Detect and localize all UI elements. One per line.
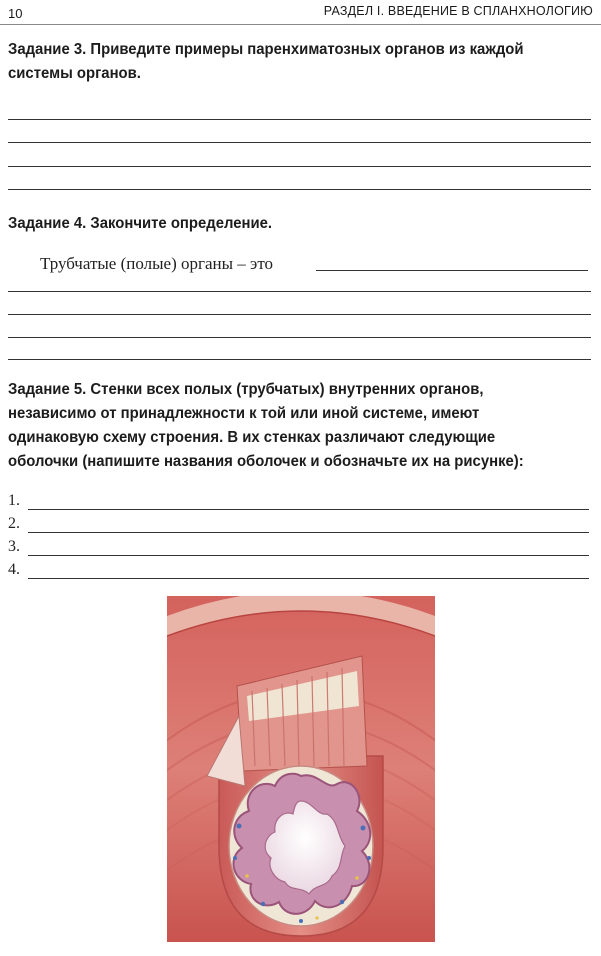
list-item-number: 1. xyxy=(8,492,20,509)
answer-line[interactable] xyxy=(8,189,591,190)
task-5-line-1: Задание 5. Стенки всех полых (трубчатых) внутренних органов, xyxy=(8,381,484,398)
answer-line[interactable] xyxy=(316,270,588,271)
list-item-number: 4. xyxy=(8,561,20,578)
answer-line[interactable] xyxy=(28,532,589,533)
answer-line[interactable] xyxy=(28,578,589,579)
task-3-heading xyxy=(8,38,552,86)
answer-line[interactable] xyxy=(8,166,591,167)
answer-line[interactable] xyxy=(8,337,591,338)
answer-line[interactable] xyxy=(8,119,591,120)
answer-line[interactable] xyxy=(8,142,591,143)
list-item-number: 2. xyxy=(8,515,20,532)
task-4-heading: Задание 4. Закончите определение. xyxy=(8,215,273,232)
running-head: РАЗДЕЛ I. ВВЕДЕНИЕ В СПЛАНХНОЛОГИЮ xyxy=(323,4,593,18)
answer-line[interactable] xyxy=(28,509,589,510)
task-5-line-2: независимо от принадлежности к той или иной системе, имеют xyxy=(8,405,480,422)
list-item-number: 3. xyxy=(8,538,20,555)
answer-line[interactable] xyxy=(8,291,591,292)
task-5-heading xyxy=(8,378,552,474)
task-3-line-1: Задание 3. Приведите примеры паренхиматозных органов из каждой xyxy=(8,41,524,58)
task-3-line-2: системы органов. xyxy=(8,65,141,82)
task-5-line-4: оболочки (напишите названия оболочек и обозначьте их на рисунке): xyxy=(8,453,524,470)
answer-line[interactable] xyxy=(8,359,591,360)
definition-prompt: Трубчатые (полые) органы – это xyxy=(40,254,274,273)
task-5-line-3: одинаковую схему строения. В их стенках различают следующие xyxy=(8,429,496,446)
organ-wall-illustration xyxy=(167,596,435,942)
header-divider xyxy=(0,24,601,25)
answer-line[interactable] xyxy=(8,314,591,315)
hollow-organ-wall-illustration-icon xyxy=(167,596,435,942)
answer-line[interactable] xyxy=(28,555,589,556)
page-number: 10 xyxy=(8,6,23,21)
